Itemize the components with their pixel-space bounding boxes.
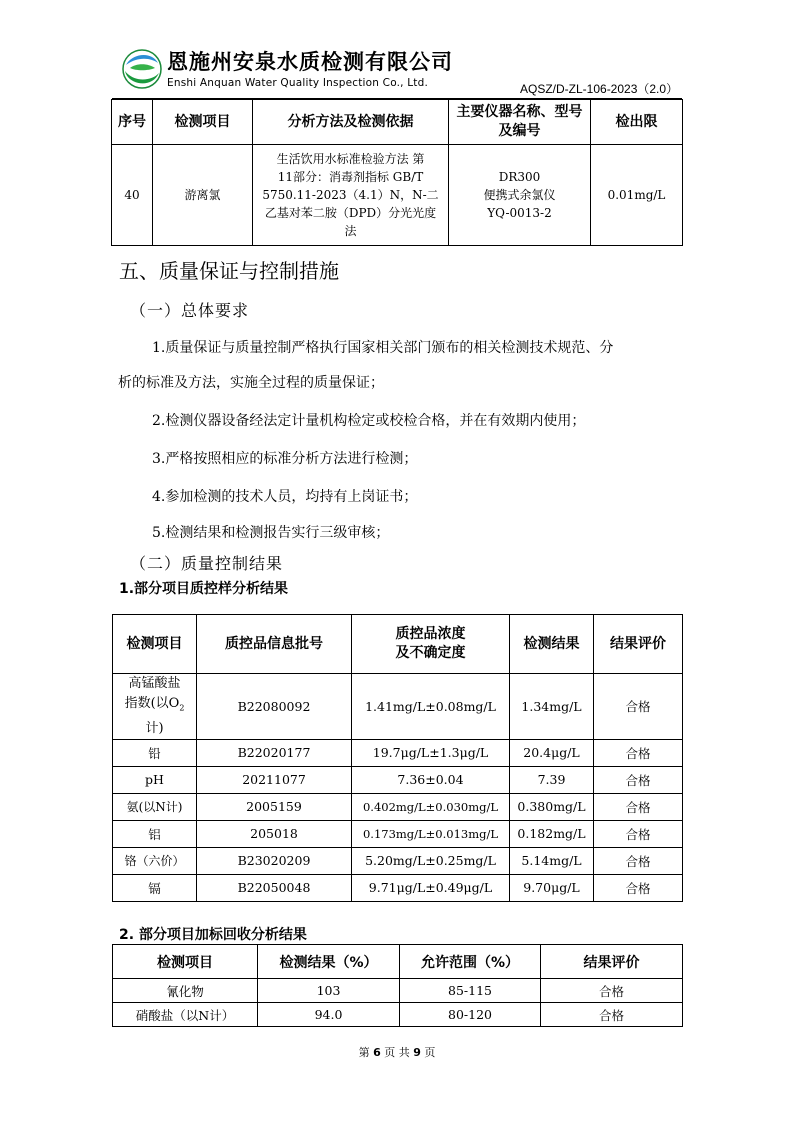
test-item: 游离氯	[153, 145, 253, 246]
footer-text: 页 共	[384, 1046, 410, 1059]
test-item: 氰化物	[113, 979, 258, 1003]
subsection-title: （二）质量控制结果	[130, 554, 284, 573]
item-line: 计)	[145, 720, 164, 736]
method-table	[111, 99, 683, 246]
section-title: 五、质量保证与控制措施	[119, 259, 339, 283]
column-header: 结果评价	[541, 945, 683, 979]
column-header-line: 及不确定度	[395, 645, 466, 661]
table-row	[113, 847, 683, 874]
instrument-line: YQ-0013-2	[487, 206, 552, 220]
column-header: 允许范围（%）	[400, 945, 541, 979]
concentration: 1.41mg/L±0.08mg/L	[352, 674, 510, 740]
batch-number: 205018	[197, 820, 352, 847]
test-result: 103	[258, 979, 400, 1003]
test-result: 0.182mg/L	[510, 820, 594, 847]
test-result: 1.34mg/L	[510, 674, 594, 740]
test-item: pH	[113, 766, 197, 793]
page-footer	[0, 1044, 794, 1060]
column-header: 检测项目	[153, 100, 253, 145]
column-header: 检测项目	[113, 945, 258, 979]
paragraph: 2.检测仪器设备经法定计量机构检定或校检合格，并在有效期内使用；	[152, 413, 586, 429]
test-item: 铅	[113, 739, 197, 766]
batch-number: B22020177	[197, 739, 352, 766]
batch-number: B22050048	[197, 874, 352, 901]
evaluation: 合格	[594, 847, 683, 874]
test-item: 硝酸盐（以N计）	[113, 1003, 258, 1027]
table-row	[113, 793, 683, 820]
concentration: 5.20mg/L±0.25mg/L	[352, 847, 510, 874]
instrument-line: DR300	[498, 170, 541, 184]
table-row	[113, 874, 683, 901]
test-result: 7.39	[510, 766, 594, 793]
allowed-range: 80-120	[400, 1003, 541, 1027]
evaluation: 合格	[594, 674, 683, 740]
table-row	[113, 1003, 683, 1027]
test-item: 镉	[113, 874, 197, 901]
page-number: 6	[373, 1046, 381, 1059]
evaluation: 合格	[594, 766, 683, 793]
column-header: 检测项目	[113, 615, 197, 674]
test-result: 0.380mg/L	[510, 793, 594, 820]
concentration: 19.7μg/L±1.3μg/L	[352, 739, 510, 766]
method-line: 乙基对苯二胺（DPD）分光光度	[264, 206, 437, 220]
batch-number: 20211077	[197, 766, 352, 793]
column-header: 质控品信息批号	[197, 615, 352, 674]
test-result: 9.70μg/L	[510, 874, 594, 901]
paragraph: 5.检测结果和检测报告实行三级审核；	[152, 525, 390, 541]
method-line: 生活饮用水标准检验方法 第	[276, 152, 425, 166]
table-row	[113, 739, 683, 766]
item-line	[116, 694, 193, 719]
column-header: 结果评价	[594, 615, 683, 674]
item-text: 指数(以O	[124, 696, 180, 711]
table-row	[113, 820, 683, 847]
test-item: 氨(以N计)	[113, 793, 197, 820]
batch-number: B22080092	[197, 674, 352, 740]
column-header: 检测结果	[510, 615, 594, 674]
footer-text: 页	[424, 1046, 436, 1059]
test-item	[113, 674, 197, 740]
batch-number: 2005159	[197, 793, 352, 820]
paragraph: 1.质量保证与质量控制严格执行国家相关部门颁布的相关检测技术规范、分	[152, 340, 614, 356]
concentration: 9.71μg/L±0.49μg/L	[352, 874, 510, 901]
table-row	[112, 145, 683, 246]
table-header-row	[112, 100, 683, 145]
column-header-line: 质控品浓度	[395, 626, 466, 642]
method-line: 11部分：消毒剂指标 GB/T	[277, 170, 424, 184]
table-row	[113, 766, 683, 793]
company-name-cn: 恩施州安泉水质检测有限公司	[167, 50, 453, 74]
subscript: 2	[179, 703, 185, 713]
qc-table	[112, 614, 683, 902]
concentration: 0.173mg/L±0.013mg/L	[352, 820, 510, 847]
spike-table-title: 2. 部分项目加标回收分析结果	[119, 927, 307, 943]
column-header: 分析方法及检测依据	[253, 100, 449, 145]
concentration: 7.36±0.04	[352, 766, 510, 793]
document-code: AQSZ/D-ZL-106-2023（2.0）	[520, 82, 679, 96]
test-item: 铝	[113, 820, 197, 847]
allowed-range: 85-115	[400, 979, 541, 1003]
evaluation: 合格	[541, 979, 683, 1003]
column-header: 主要仪器名称、型号及编号	[449, 100, 591, 145]
table-header-row	[113, 945, 683, 979]
paragraph: 4.参加检测的技术人员，均持有上岗证书；	[152, 489, 418, 505]
test-result: 5.14mg/L	[510, 847, 594, 874]
column-header: 序号	[112, 100, 153, 145]
test-result: 20.4μg/L	[510, 739, 594, 766]
detection-limit: 0.01mg/L	[591, 145, 683, 246]
qc-table-title: 1.部分项目质控样分析结果	[119, 581, 289, 597]
total-pages: 9	[413, 1046, 421, 1059]
evaluation: 合格	[541, 1003, 683, 1027]
spike-recovery-table	[112, 944, 683, 1027]
row-number: 40	[112, 145, 153, 246]
evaluation: 合格	[594, 793, 683, 820]
concentration: 0.402mg/L±0.030mg/L	[352, 793, 510, 820]
paragraph: 3.严格按照相应的标准分析方法进行检测；	[152, 451, 418, 467]
column-header: 检测结果（%）	[258, 945, 400, 979]
method-cell	[253, 145, 449, 246]
company-logo	[122, 49, 162, 89]
instrument-cell	[449, 145, 591, 246]
table-row	[113, 674, 683, 740]
batch-number: B23020209	[197, 847, 352, 874]
subsection-title: （一）总体要求	[130, 301, 250, 320]
footer-text: 第	[358, 1046, 370, 1059]
method-line: 法	[344, 224, 357, 238]
test-item: 铬（六价）	[113, 847, 197, 874]
evaluation: 合格	[594, 820, 683, 847]
table-row	[113, 979, 683, 1003]
column-header: 检出限	[591, 100, 683, 145]
evaluation: 合格	[594, 874, 683, 901]
method-line: 5750.11-2023（4.1）N，N-二	[262, 188, 439, 202]
table-header-row	[113, 615, 683, 674]
test-result: 94.0	[258, 1003, 400, 1027]
column-header	[352, 615, 510, 674]
paragraph: 析的标准及方法，实施全过程的质量保证；	[118, 375, 384, 391]
company-name-en: Enshi Anquan Water Quality Inspection Co., Ltd.	[167, 77, 429, 89]
instrument-line: 便携式余氯仪	[483, 188, 556, 202]
evaluation: 合格	[594, 739, 683, 766]
item-line: 高锰酸盐	[128, 676, 181, 691]
